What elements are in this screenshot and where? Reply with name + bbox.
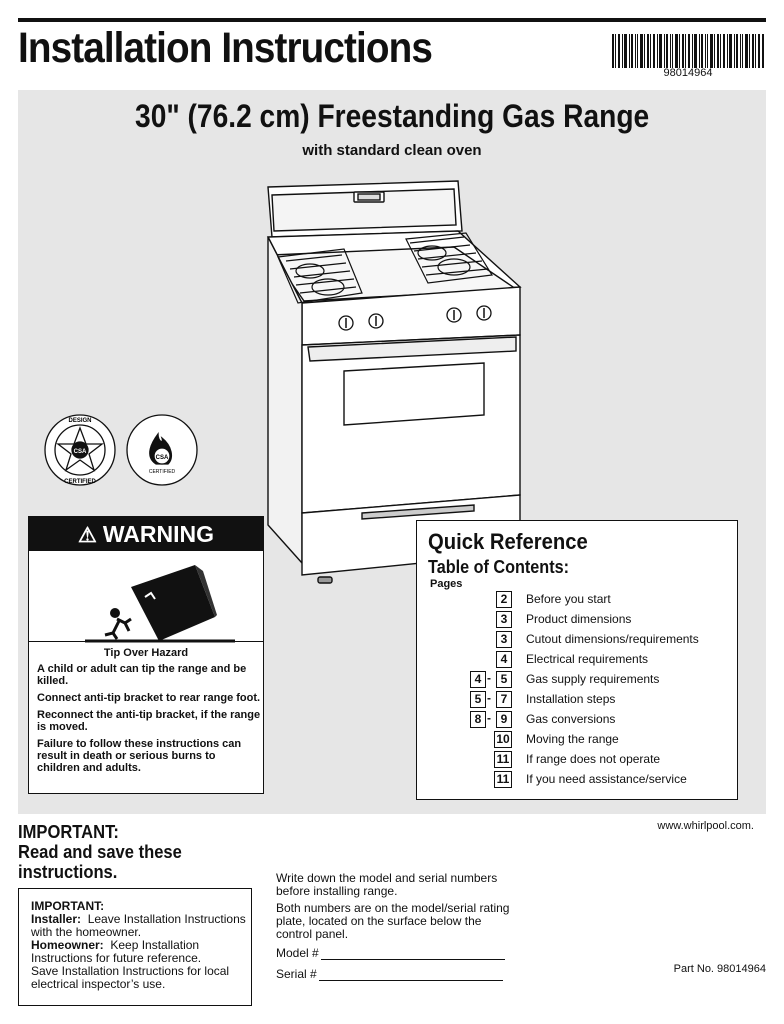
warning-triangle-icon: ⚠ [78, 524, 97, 547]
page-to: 5 [496, 671, 512, 688]
pages-label: Pages [430, 578, 463, 590]
toc-label: If you need assistance/service [526, 772, 687, 786]
toc-label: Electrical requirements [526, 652, 649, 666]
seal-top-text: DESIGN [68, 418, 92, 424]
page-range-dash: - [487, 711, 491, 725]
toc-label: Product dimensions [526, 612, 632, 626]
page-to: 4 [496, 651, 512, 668]
page-to: 11 [494, 771, 512, 788]
page-to: 11 [494, 751, 512, 768]
header-rule [18, 18, 766, 22]
hazard-title: Tip Over Hazard [103, 647, 189, 659]
toc-item[interactable] [417, 770, 737, 790]
toc-item[interactable] [417, 650, 737, 670]
record-instruction: Write down the model and serial numbers before installing range. [276, 871, 498, 898]
important-heading: IMPORTANT: Read and save these instructions. [18, 822, 182, 882]
toc-label: Cutout dimensions/requirements [526, 632, 699, 646]
serial-number-field[interactable]: Serial # [276, 968, 516, 981]
page-to: 3 [496, 631, 512, 648]
page-range-dash: - [487, 671, 491, 685]
page-range-dash: - [487, 691, 491, 705]
warning-header [29, 517, 263, 551]
page-from: 4 [470, 671, 486, 688]
barcode [612, 34, 764, 68]
flame-mark-text: CSA [155, 455, 169, 461]
certification-marks [44, 412, 198, 488]
website-link[interactable]: www.whirlpool.com. [657, 820, 754, 832]
important-notice-box [18, 888, 252, 1006]
warning-box [28, 516, 264, 794]
page-from: 8 [470, 711, 486, 728]
toc-item[interactable] [417, 610, 737, 630]
warning-separator [29, 641, 263, 642]
barcode-number: 98014964 [663, 67, 713, 79]
product-subtitle: with standard clean oven [302, 142, 482, 159]
page-to: 7 [496, 691, 512, 708]
toc-item[interactable] [417, 690, 737, 710]
seal-bottom-text: CERTIFIED [64, 479, 96, 485]
document-title: Installation Instructions [18, 24, 432, 72]
part-number: Part No. 98014964 [673, 963, 766, 975]
flame-seal-text: CERTIFIED [148, 469, 176, 475]
tip-over-pictogram [85, 557, 235, 649]
toc-title: Table of Contents: [428, 557, 569, 577]
warning-line: Failure to follow these instructions can result in death or serious burns to children and adults. [37, 738, 242, 774]
page-to: 9 [496, 711, 512, 728]
record-numbers-section [276, 872, 516, 985]
warning-line: Reconnect the anti-tip bracket, if the range is moved. [37, 709, 261, 733]
toc-item[interactable] [417, 750, 737, 770]
toc-item[interactable] [417, 710, 737, 730]
toc-label: Installation steps [526, 692, 616, 706]
model-number-field[interactable]: Model # [276, 947, 516, 960]
page-to: 2 [496, 591, 512, 608]
toc-label: If range does not operate [526, 752, 661, 766]
toc-item[interactable] [417, 630, 737, 650]
warning-line: A child or adult can tip the range and be killed. [37, 663, 247, 687]
warning-text [37, 663, 261, 779]
page-to: 10 [494, 731, 512, 748]
notice-heading: IMPORTANT: [31, 899, 105, 913]
quick-reference-title: Quick Reference [428, 529, 588, 554]
warning-line: Connect anti-tip bracket to rear range foot. [37, 692, 261, 704]
toc-label: Before you start [526, 592, 611, 606]
toc-item[interactable] [417, 590, 737, 610]
product-title: 30" (76.2 cm) Freestanding Gas Range [134, 98, 650, 134]
model-number-line[interactable] [321, 947, 505, 960]
toc-item[interactable] [417, 670, 737, 690]
seal-mark-text: CSA [73, 449, 87, 455]
page-from: 5 [470, 691, 486, 708]
page-to: 3 [496, 611, 512, 628]
warning-heading: WARNING [102, 521, 214, 547]
serial-number-line[interactable] [319, 968, 503, 981]
toc-label: Gas supply requirements [526, 672, 660, 686]
rating-plate-note: Both numbers are on the model/serial rating plate, located on the surface below the control panel. [276, 901, 510, 941]
toc-label: Moving the range [526, 732, 619, 746]
toc-label: Gas conversions [526, 712, 616, 726]
toc-item[interactable] [417, 730, 737, 750]
quick-reference-box [416, 520, 738, 800]
important-notice-text: IMPORTANT: Installer: Leave Installation Instructions with the homeowner. Homeowner: Keep Installation Instructions for future reference. Save Installation Instructions for local electrical inspector’s use. [31, 899, 246, 991]
